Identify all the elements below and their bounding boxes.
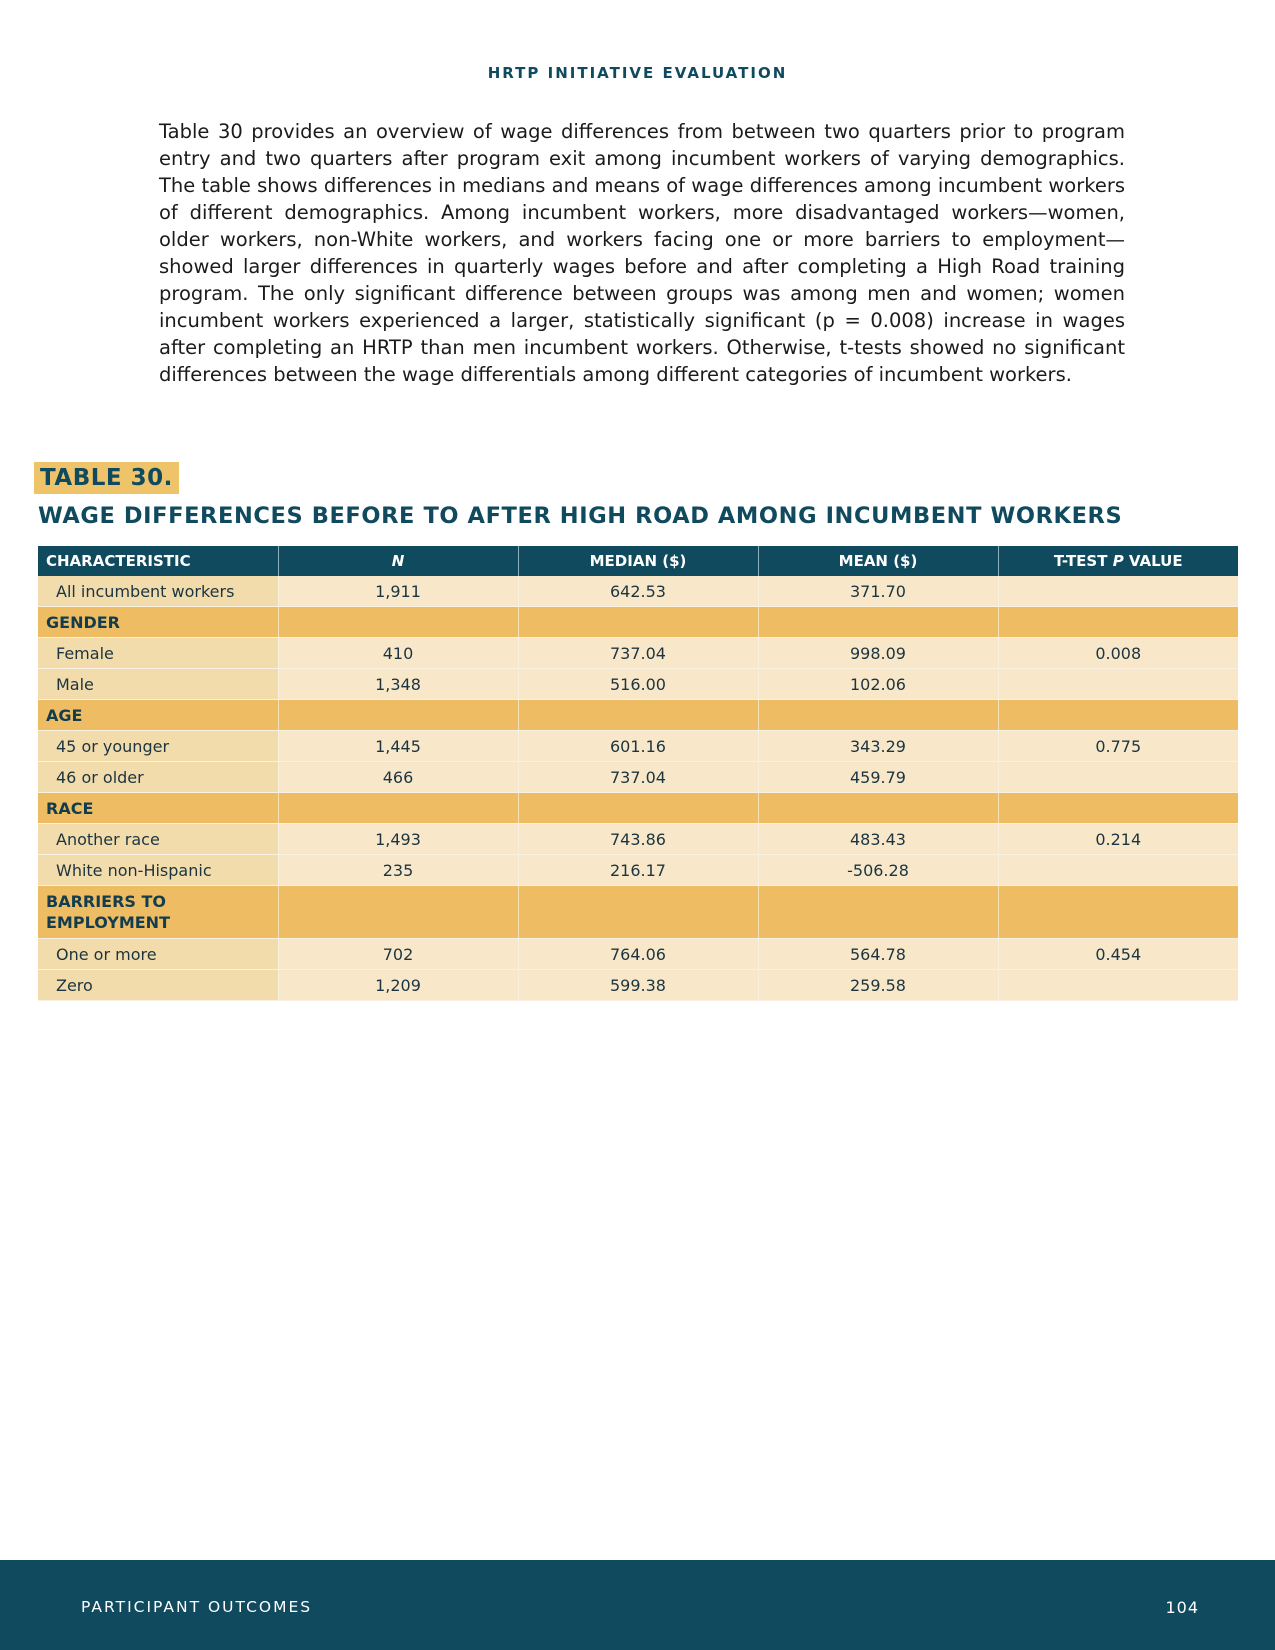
table-group-row [38,886,1238,939]
n-cell: 1,348 [278,669,518,700]
group-empty-cell [998,793,1238,824]
n-cell: 235 [278,855,518,886]
p-value-cell: 0.214 [998,824,1238,855]
group-empty-cell [518,886,758,939]
row-label-cell: Another race [38,824,278,855]
table-header-row [38,546,1238,576]
row-label-cell: 46 or older [38,762,278,793]
median-cell: 764.06 [518,939,758,970]
row-label-cell: All incumbent workers [38,576,278,607]
group-label: BARRIERS TO EMPLOYMENT [38,886,278,939]
group-empty-cell [518,793,758,824]
p-value-cell [998,762,1238,793]
median-cell: 216.17 [518,855,758,886]
group-empty-cell [998,886,1238,939]
group-empty-cell [278,700,518,731]
p-value-cell: 0.775 [998,731,1238,762]
group-empty-cell [998,607,1238,638]
table-number-label: TABLE 30. [34,462,179,494]
row-label-cell: Zero [38,970,278,1001]
group-empty-cell [758,607,998,638]
table-title: WAGE DIFFERENCES BEFORE TO AFTER HIGH ROAD AMONG INCUMBENT WORKERS [38,503,1123,529]
median-cell: 516.00 [518,669,758,700]
group-empty-cell [998,700,1238,731]
table-row [38,669,1238,700]
header-n-text: N [391,552,405,570]
p-value-cell: 0.454 [998,939,1238,970]
mean-cell: 564.78 [758,939,998,970]
table-row [38,731,1238,762]
median-cell: 642.53 [518,576,758,607]
p-value-cell [998,669,1238,700]
page-footer [0,1560,1275,1650]
table-row [38,824,1238,855]
n-cell: 1,445 [278,731,518,762]
n-cell: 1,209 [278,970,518,1001]
median-cell: 737.04 [518,638,758,669]
mean-cell: 371.70 [758,576,998,607]
row-label-cell: Female [38,638,278,669]
mean-cell: -506.28 [758,855,998,886]
footer-section-title: PARTICIPANT OUTCOMES [81,1598,313,1616]
header-mean: MEAN ($) [758,546,998,576]
row-label-cell: Male [38,669,278,700]
table-row [38,762,1238,793]
running-header: HRTP INITIATIVE EVALUATION [487,64,788,82]
intro-paragraph: Table 30 provides an overview of wage differences from between two quarters prior to program entry and two quarters after program exit among incumbent workers of varying demographics. The table shows differences in medians and means of wage differences among incumbent workers of different demographics. Among incumbent workers, more disadvantaged workers—women, older workers, non-White workers, and workers facing one or more barriers to employment—showed larger differences in quarterly wages before and after completing a High Road training program. The only significant difference between groups was among men and women; women incumbent workers experienced a larger, statistically significant (p = 0.008) increase in wages after completing an HRTP than men incumbent workers. Otherwise, t-tests showed no significant differences between the wage differentials among different categories of incumbent workers. [159,120,1125,386]
header-ttest-suffix: VALUE [1123,552,1183,570]
header-n [278,546,518,576]
table-group-row [38,700,1238,731]
header-characteristic: CHARACTERISTIC [38,546,278,576]
n-cell: 1,911 [278,576,518,607]
group-empty-cell [758,793,998,824]
group-label: RACE [38,793,278,824]
table-row [38,970,1238,1001]
table-group-row [38,607,1238,638]
median-cell: 737.04 [518,762,758,793]
n-cell: 410 [278,638,518,669]
p-value-cell [998,855,1238,886]
group-empty-cell [758,700,998,731]
median-cell: 599.38 [518,970,758,1001]
group-empty-cell [518,700,758,731]
header-ttest-prefix: T-TEST [1053,552,1113,570]
table-row [38,638,1238,669]
table-row [38,855,1238,886]
group-empty-cell [278,607,518,638]
group-label: AGE [38,700,278,731]
group-empty-cell [758,886,998,939]
mean-cell: 998.09 [758,638,998,669]
group-empty-cell [278,886,518,939]
n-cell: 1,493 [278,824,518,855]
p-value-cell [998,576,1238,607]
p-value-cell [998,970,1238,1001]
mean-cell: 102.06 [758,669,998,700]
median-cell: 601.16 [518,731,758,762]
p-value-cell: 0.008 [998,638,1238,669]
table-group-row [38,793,1238,824]
table-body [38,576,1238,1001]
group-empty-cell [278,793,518,824]
row-label-cell: White non-Hispanic [38,855,278,886]
table-row [38,576,1238,607]
table-row [38,939,1238,970]
n-cell: 466 [278,762,518,793]
row-label-cell: 45 or younger [38,731,278,762]
group-label: GENDER [38,607,278,638]
mean-cell: 259.58 [758,970,998,1001]
row-label-cell: One or more [38,939,278,970]
header-median: MEDIAN ($) [518,546,758,576]
median-cell: 743.86 [518,824,758,855]
wage-differences-table [38,546,1238,1001]
group-empty-cell [518,607,758,638]
mean-cell: 459.79 [758,762,998,793]
mean-cell: 343.29 [758,731,998,762]
n-cell: 702 [278,939,518,970]
page-number: 104 [1165,1598,1199,1617]
header-ttest-p: P [1112,552,1124,570]
header-ttest [998,546,1238,576]
mean-cell: 483.43 [758,824,998,855]
